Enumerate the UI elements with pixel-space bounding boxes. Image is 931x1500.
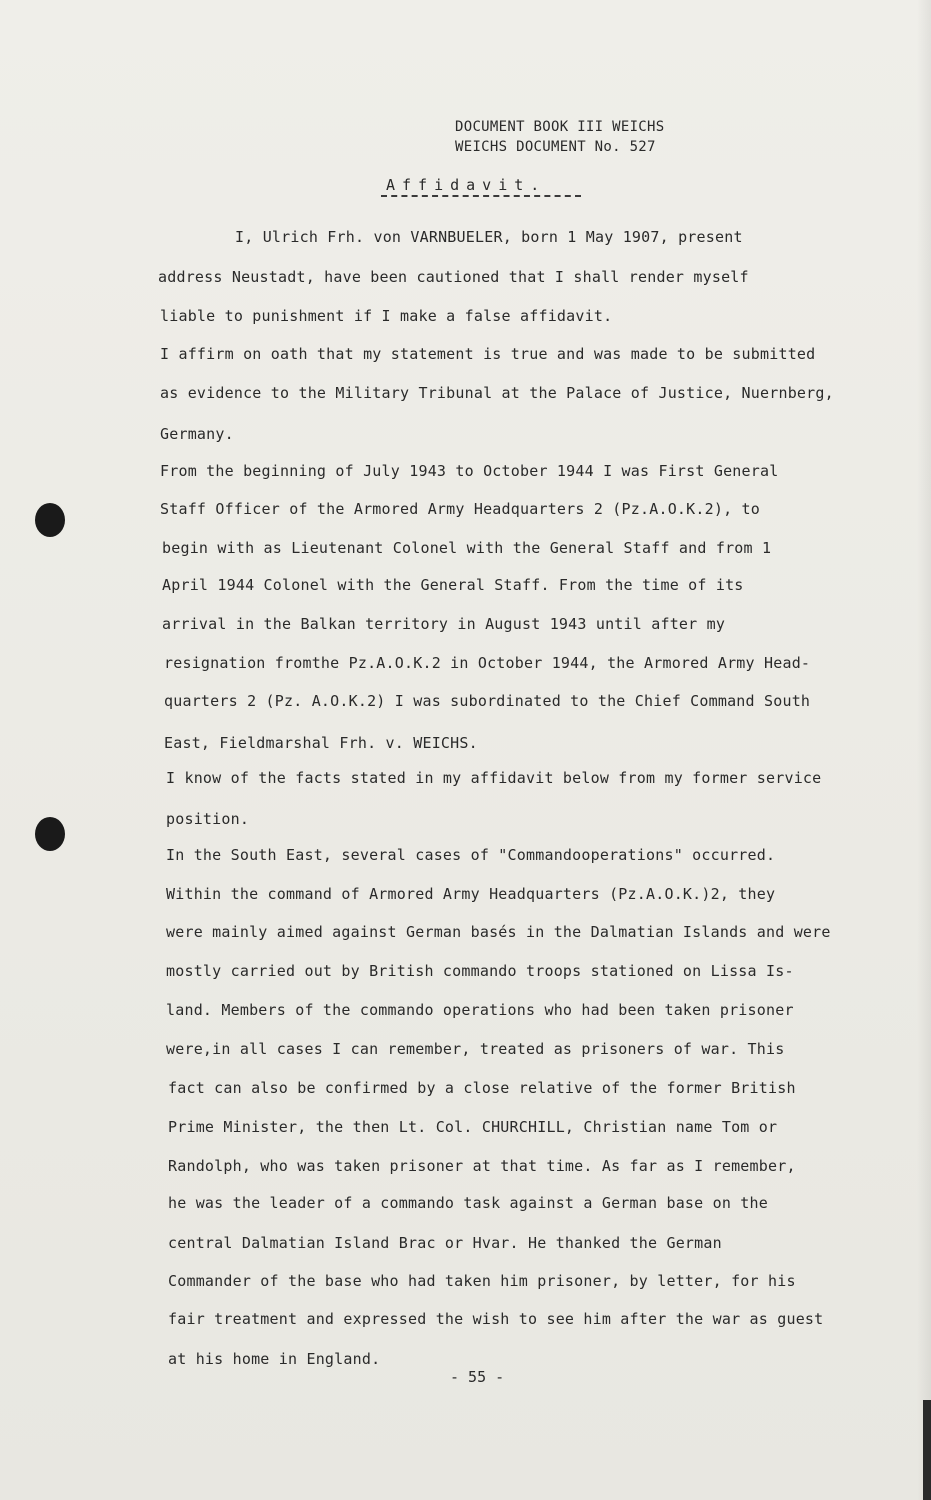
body-line: begin with as Lieutenant Colonel with the General Staff and from 1 <box>162 539 772 557</box>
body-line: From the beginning of July 1943 to October 1944 I was First General <box>160 462 779 480</box>
header-line-2: WEICHS DOCUMENT No. 527 <box>455 139 656 155</box>
body-line: fair treatment and expressed the wish to see him after the war as guest <box>168 1310 824 1328</box>
body-line: he was the leader of a commando task against a German base on the <box>168 1194 768 1212</box>
body-line: position. <box>166 810 250 828</box>
body-line: Within the command of Armored Army Headquarters (Pz.A.O.K.)2, they <box>166 885 776 903</box>
body-line: land. Members of the commando operations who had been taken prisoner <box>166 1001 794 1019</box>
punch-hole-bottom <box>35 817 65 851</box>
page-number: - 55 - <box>450 1368 505 1386</box>
body-line: Commander of the base who had taken him prisoner, by letter, for his <box>168 1272 796 1290</box>
punch-hole-top <box>35 503 65 537</box>
body-line: arrival in the Balkan territory in August 1943 until after my <box>162 615 726 633</box>
body-line: fact can also be confirmed by a close relative of the former British <box>168 1079 796 1097</box>
body-line: Randolph, who was taken prisoner at that time. As far as I remember, <box>168 1157 796 1175</box>
page-edge-shadow <box>917 0 931 1500</box>
body-line: liable to punishment if I make a false affidavit. <box>160 307 613 325</box>
body-line: In the South East, several cases of "Commandooperations" occurred. <box>166 846 776 864</box>
document-header <box>455 117 665 157</box>
body-line: I, Ulrich Frh. von VARNBUELER, born 1 May 1907, present <box>235 228 743 246</box>
body-line: were mainly aimed against German basés in the Dalmatian Islands and were <box>166 923 831 941</box>
body-line: April 1944 Colonel with the General Staff. From the time of its <box>162 576 744 594</box>
body-line: at his home in England. <box>168 1350 381 1368</box>
body-line: mostly carried out by British commando troops stationed on Lissa Is- <box>166 962 794 980</box>
body-line: quarters 2 (Pz. A.O.K.2) I was subordinated to the Chief Command South <box>164 692 811 710</box>
body-line: were,in all cases I can remember, treated as prisoners of war. This <box>166 1040 785 1058</box>
body-line: Prime Minister, the then Lt. Col. CHURCHILL, Christian name Tom or <box>168 1118 778 1136</box>
body-line: resignation fromthe Pz.A.O.K.2 in October 1944, the Armored Army Head- <box>164 654 811 672</box>
body-line: as evidence to the Military Tribunal at the Palace of Justice, Nuernberg, <box>160 384 834 402</box>
body-line: I affirm on oath that my statement is true and was made to be submitted <box>160 345 816 363</box>
body-line: central Dalmatian Island Brac or Hvar. He thanked the German <box>168 1234 722 1252</box>
body-line: address Neustadt, have been cautioned that I shall render myself <box>158 268 749 286</box>
page-edge-mark <box>923 1400 931 1500</box>
title-underline <box>381 195 581 197</box>
body-line: East, Fieldmarshal Frh. v. WEICHS. <box>164 734 478 752</box>
body-line: Staff Officer of the Armored Army Headquarters 2 (Pz.A.O.K.2), to <box>160 500 760 518</box>
document-title: Affidavit. <box>386 176 547 194</box>
body-line: I know of the facts stated in my affidavit below from my former service <box>166 769 822 787</box>
header-line-1: DOCUMENT BOOK III WEICHS <box>455 119 665 135</box>
body-line: Germany. <box>160 425 234 443</box>
